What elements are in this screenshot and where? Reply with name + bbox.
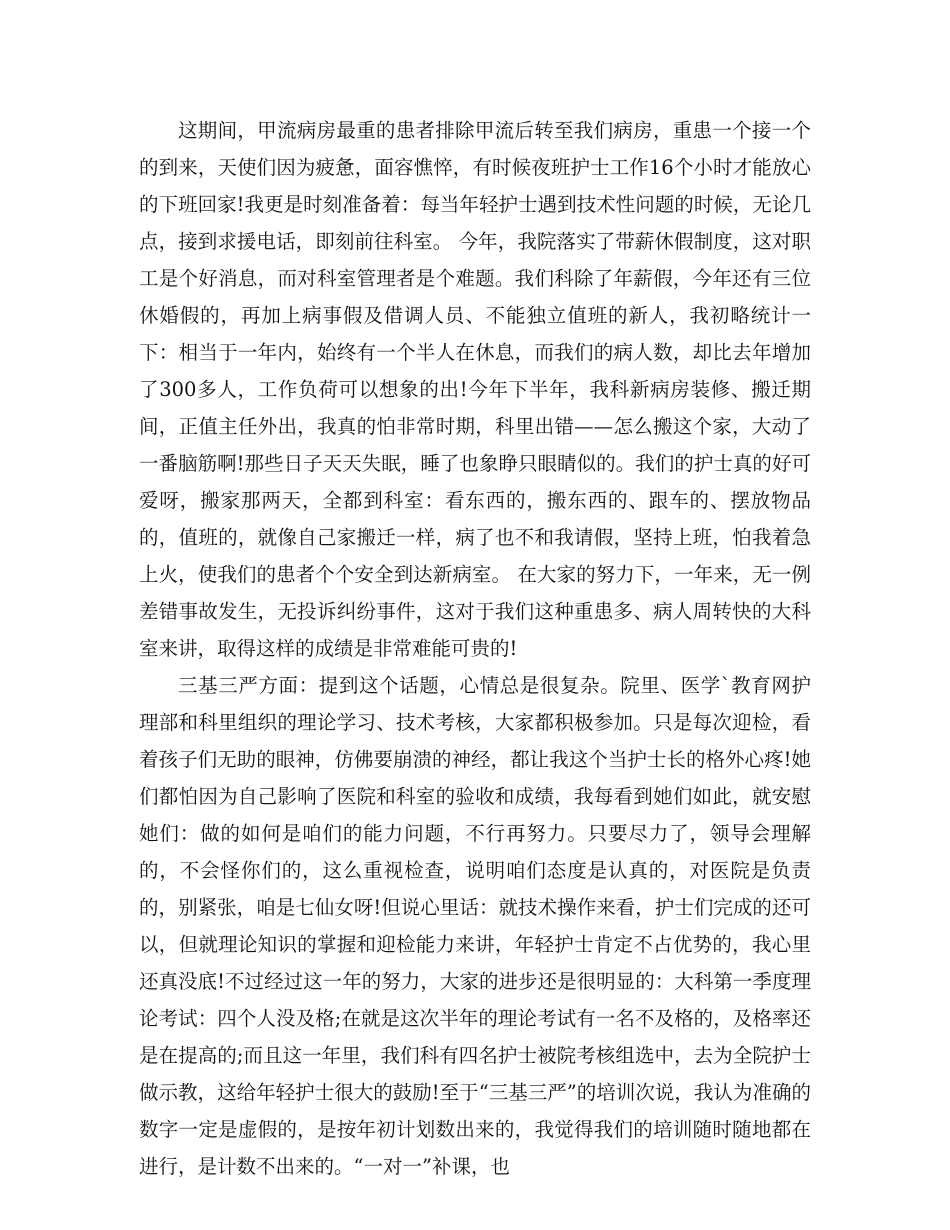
- paragraph-1: 这期间，甲流病房最重的患者排除甲流后转至我们病房，重患一个接一个的到来，天使们因为疲惫，面容憔悴，有时候夜班护士工作16个小时才能放心的下班回家!我更是时刻准备着：每当年轻护士遇到技术性问题的时候，无论几点，接到求援电话，即刻前往科室。 今年，我院落实了带薪休假制度，这对职工是个好消息，而对科室管理者是个难题。我们科除了年薪假，今年还有三位休婚假的，再加上病事假及借调人员、不能独立值班的新人，我初略统计一下：相当于一年内，始终有一个半人在休息，而我们的病人数，却比去年增加了300多人，工作负荷可以想象的出!今年下半年，我科新病房装修、搬迁期间，正值主任外出，我真的怕非常时期，科里出错——怎么搬这个家，大动了一番脑筋啊!那些日子天天失眠，睡了也象睁只眼睛似的。我们的护士真的好可爱呀，搬家那两天，全都到科室：看东西的，搬东西的、跟车的、摆放物品的，值班的，就像自己家搬迁一样，病了也不和我请假，坚持上班，怕我着急上火，使我们的患者个个安全到达新病室。 在大家的努力下，一年来，无一例差错事故发生，无投诉纠纷事件，这对于我们这种重患多、病人周转快的大科室来讲，取得这样的成绩是非常难能可贵的!: [139, 119, 811, 660]
- document-body: [139, 112, 811, 1185]
- paragraph-2: 三基三严方面：提到这个话题，心情总是很复杂。院里、医学`教育网护理部和科里组织的理论学习、技术考核，大家都积极参加。只是每次迎检，看着孩子们无助的眼神，仿佛要崩溃的神经，都让我这个当护士长的格外心疼!她们都怕因为自己影响了医院和科室的验收和成绩，我每看到她们如此，就安慰她们：做的如何是咱们的能力问题，不行再努力。只要尽力了，领导会理解的，不会怪你们的，这么重视检查，说明咱们态度是认真的，对医院是负责的，别紧张，咱是七仙女呀!但说心里话：就技术操作来看，护士们完成的还可以，但就理论知识的掌握和迎检能力来讲，年轻护士肯定不占优势的，我心里还真没底!不过经过这一年的努力，大家的进步还是很明显的：大科第一季度理论考试：四个人没及格;在就是这次半年的理论考试有一名不及格的，及格率还是在提高的;而且这一年里，我们科有四名护士被院考核组选中，去为全院护士做示教，这给年轻护士很大的鼓励!至于“三基三严”的培训次说，我认为准确的数字一定是虚假的，是按年初计划数出来的，我觉得我们的培训随时随地都在进行，是计数不出来的。“一对一”补课，也: [139, 674, 811, 1178]
